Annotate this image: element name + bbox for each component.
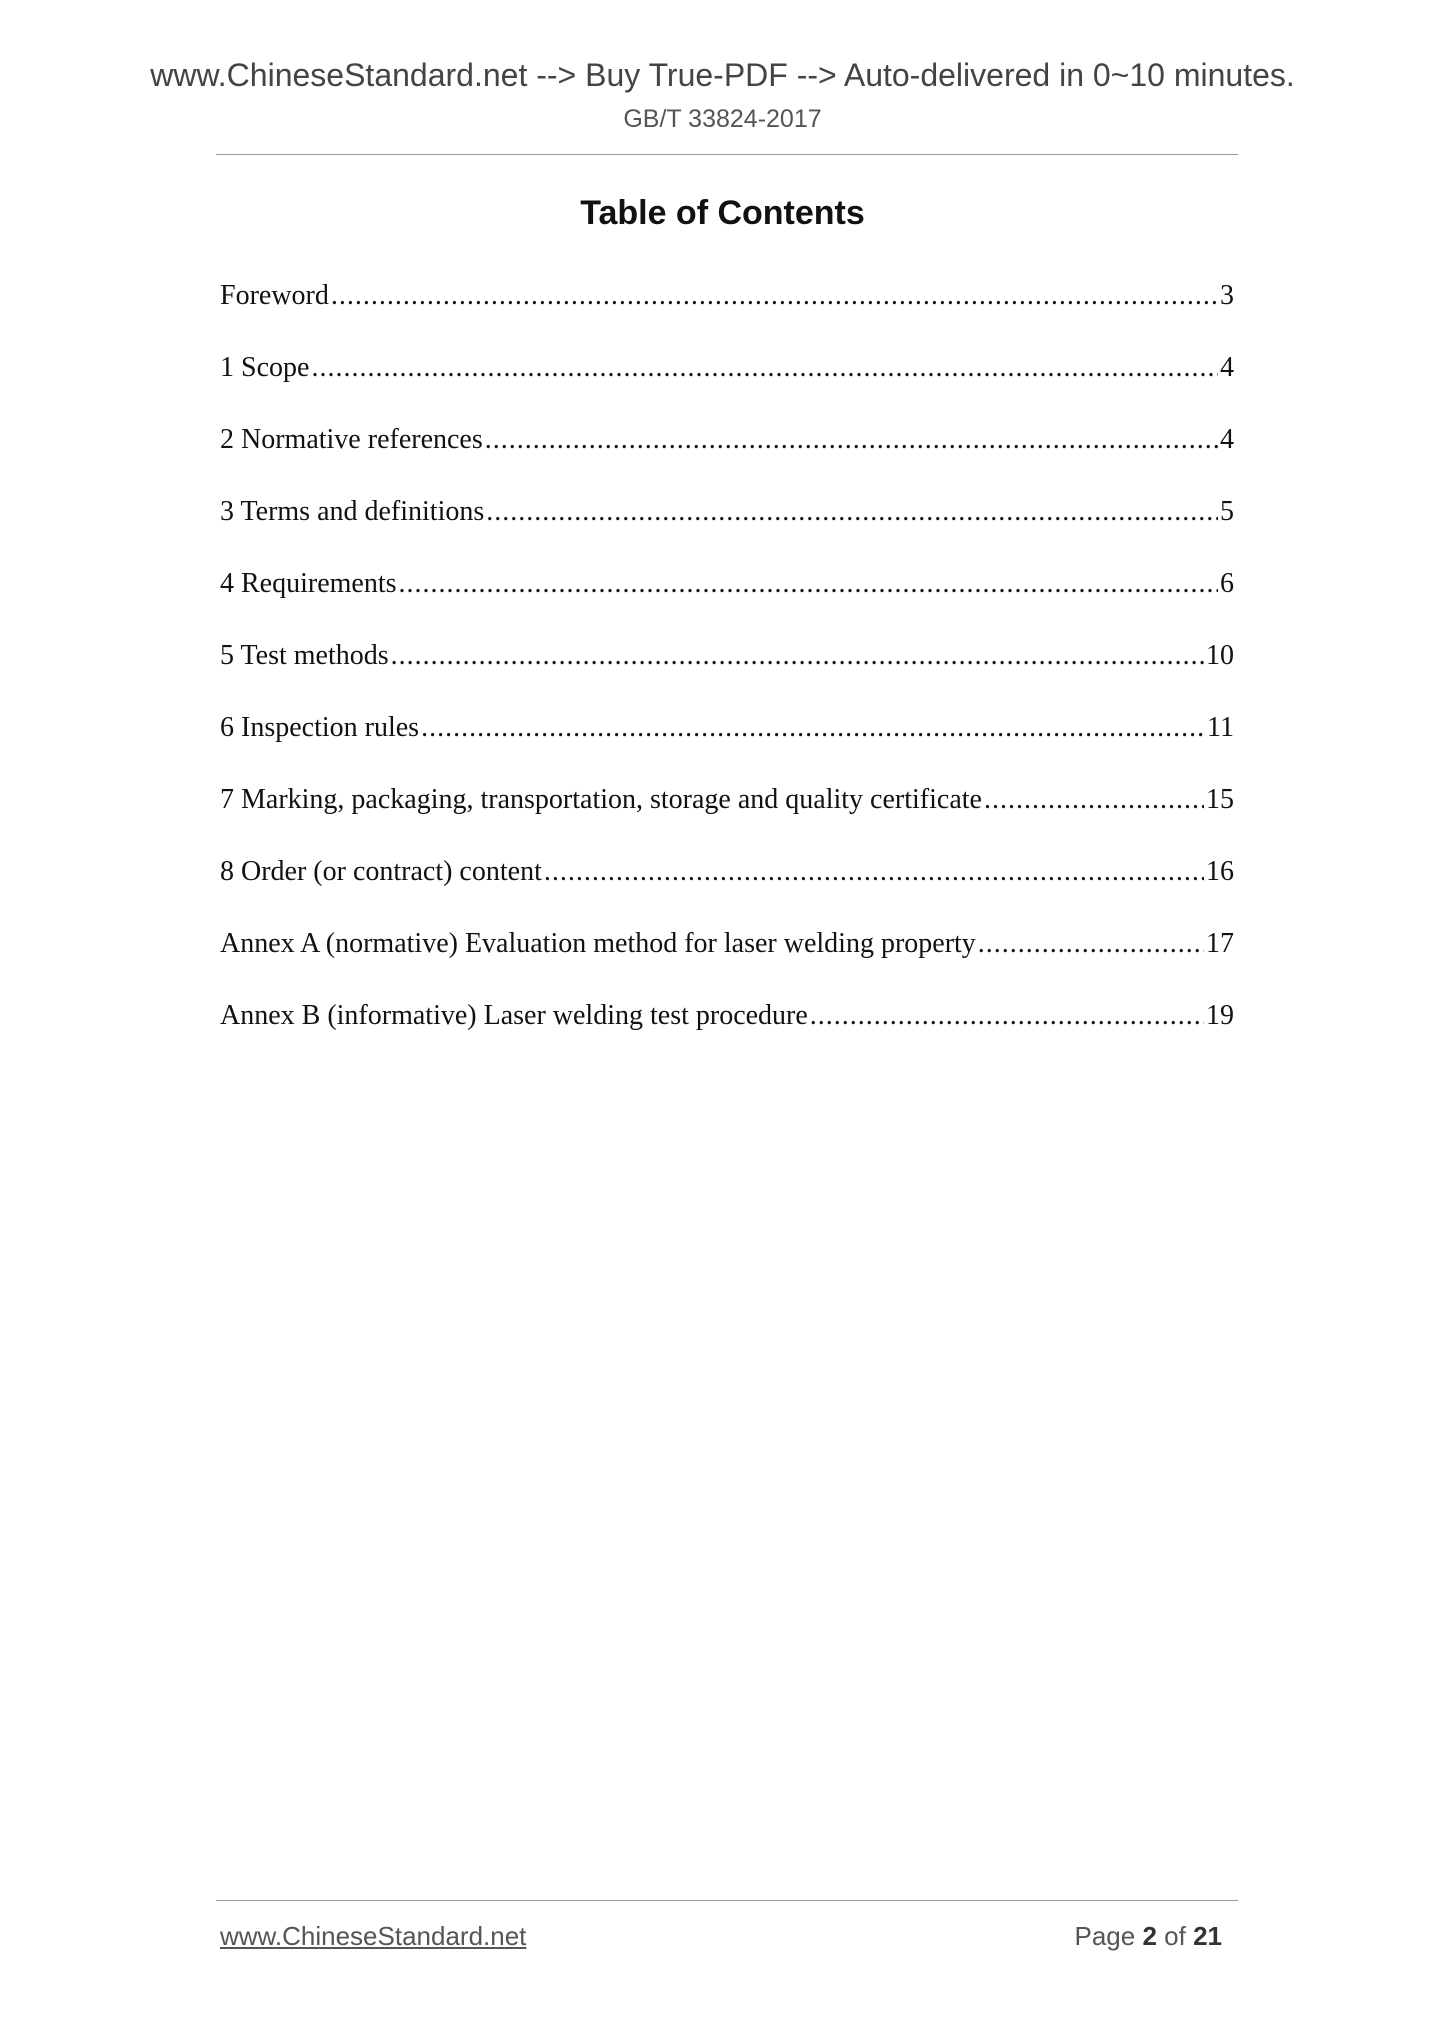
toc-entry-label: Annex A (normative) Evaluation method for laser welding property <box>220 928 976 959</box>
toc-entry-page: 6 <box>1220 568 1234 599</box>
dot-leader <box>391 636 1204 676</box>
toc-entry-normative-references[interactable] <box>220 420 1234 492</box>
toc-entry-scope[interactable] <box>220 348 1234 420</box>
current-page-number: 2 <box>1142 1921 1157 1951</box>
dot-leader <box>311 348 1218 388</box>
toc-entry-label: 8 Order (or contract) content <box>220 856 542 887</box>
dot-leader <box>485 420 1218 460</box>
toc-entry-page: 15 <box>1206 784 1234 815</box>
toc-entry-label: Foreword <box>220 280 329 311</box>
header-banner: www.ChineseStandard.net --> Buy True-PDF --> Auto-delivered in 0~10 minutes. <box>150 57 1295 93</box>
dot-leader <box>544 852 1204 892</box>
toc-entry-page: 17 <box>1206 928 1234 959</box>
toc-entry-label: 7 Marking, packaging, transportation, storage and quality certificate <box>220 784 982 815</box>
toc-entry-order-content[interactable] <box>220 852 1234 924</box>
toc-entry-label: 1 Scope <box>220 352 310 383</box>
toc-entry-label: 6 Inspection rules <box>220 712 420 743</box>
toc-entry-test-methods[interactable] <box>220 636 1234 708</box>
header-divider <box>216 154 1238 155</box>
toc-title: Table of Contents <box>580 194 865 232</box>
toc-entry-marking-packaging[interactable] <box>220 780 1234 852</box>
toc-entry-label: 4 Requirements <box>220 568 397 599</box>
dot-leader <box>331 276 1218 316</box>
footer-divider <box>216 1900 1238 1901</box>
footer-website-link[interactable]: www.ChineseStandard.net <box>220 1921 527 1951</box>
page-prefix: Page <box>1074 1921 1136 1951</box>
toc-entry-page: 11 <box>1207 712 1234 743</box>
toc-entry-page: 16 <box>1206 856 1234 887</box>
dot-leader <box>978 924 1204 964</box>
page-indicator <box>1074 1920 1222 1952</box>
toc-entry-requirements[interactable] <box>220 564 1234 636</box>
toc-entry-page: 4 <box>1220 352 1234 383</box>
table-of-contents <box>220 276 1234 1068</box>
toc-entry-page: 5 <box>1220 496 1234 527</box>
toc-entry-page: 4 <box>1220 424 1234 455</box>
toc-entry-annex-b[interactable] <box>220 996 1234 1068</box>
page-of: of <box>1164 1921 1186 1951</box>
toc-entry-label: 3 Terms and definitions <box>220 496 485 527</box>
toc-entry-terms-and-definitions[interactable] <box>220 492 1234 564</box>
document-number: GB/T 33824-2017 <box>623 105 822 133</box>
dot-leader <box>421 708 1205 748</box>
toc-entry-label: 2 Normative references <box>220 424 483 455</box>
dot-leader <box>984 780 1204 820</box>
toc-entry-label: Annex B (informative) Laser welding test procedure <box>220 1000 808 1031</box>
toc-entry-page: 19 <box>1206 1000 1234 1031</box>
toc-entry-foreword[interactable] <box>220 276 1234 348</box>
toc-entry-annex-a[interactable] <box>220 924 1234 996</box>
dot-leader <box>810 996 1204 1036</box>
toc-entry-inspection-rules[interactable] <box>220 708 1234 780</box>
dot-leader <box>486 492 1218 532</box>
toc-entry-page: 3 <box>1220 280 1234 311</box>
toc-entry-label: 5 Test methods <box>220 640 389 671</box>
dot-leader <box>399 564 1218 604</box>
total-page-count: 21 <box>1193 1921 1222 1951</box>
toc-entry-page: 10 <box>1206 640 1234 671</box>
